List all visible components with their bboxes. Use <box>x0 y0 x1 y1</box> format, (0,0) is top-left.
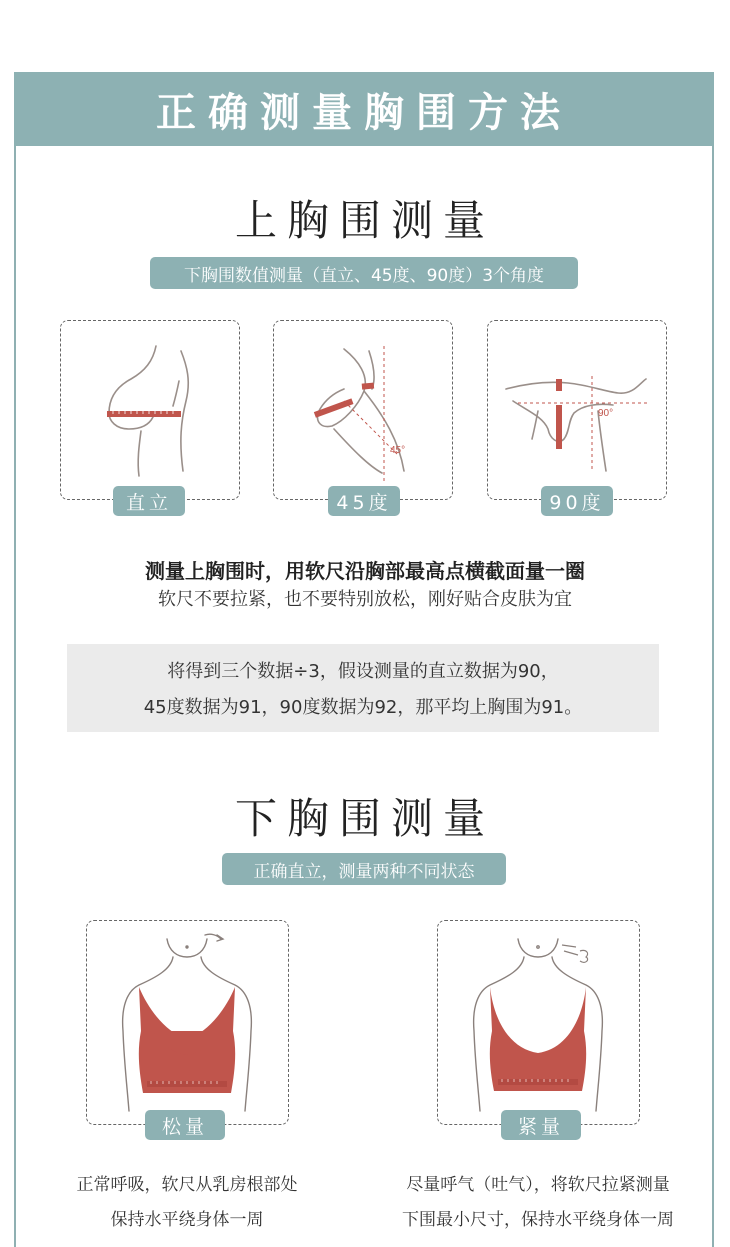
bra-tight-icon <box>438 921 641 1126</box>
relaxed-caption-2: 保持水平绕身体一周 <box>110 1210 264 1230</box>
example-panel <box>67 644 659 732</box>
pose-standing-box <box>60 320 240 500</box>
tight-caption-1: 尽量呼气（吐气），将软尺拉紧测量 <box>406 1175 670 1195</box>
exhale-icon <box>562 945 588 962</box>
state-relaxed-label: 松量 <box>145 1110 225 1140</box>
example-line-2: 45度数据为91，90度数据为92，那平均上胸围为91。 <box>143 697 583 718</box>
pose-45-box <box>273 320 453 500</box>
state-relaxed-box <box>86 920 289 1125</box>
pose-90-box <box>487 320 667 500</box>
torso-45-icon <box>274 321 454 501</box>
angle-45-text: 45° <box>390 445 406 456</box>
page-title: 正确测量胸围方法 <box>14 72 714 146</box>
state-tight-label: 紧量 <box>501 1110 581 1140</box>
torso-standing-icon <box>61 321 241 501</box>
bra-relaxed-icon <box>87 921 290 1126</box>
upper-subtitle: 下胸围数值测量（直立、45度、90度）3个角度 <box>150 257 578 289</box>
torso-90-icon <box>488 321 668 501</box>
pose-45-label: 45度 <box>328 486 400 516</box>
state-tight-box <box>437 920 640 1125</box>
lower-subtitle: 正确直立，测量两种不同状态 <box>222 853 506 885</box>
upper-instruction: 测量上胸围时，用软尺沿胸部最高点横截面量一圈 <box>145 559 585 583</box>
pose-standing-label: 直立 <box>113 486 185 516</box>
relaxed-caption-1: 正常呼吸，软尺从乳房根部处 <box>76 1175 298 1195</box>
angle-90-text: 90° <box>598 408 614 419</box>
lower-section-title: 下胸围测量 <box>234 794 495 843</box>
example-line-1: 将得到三个数据÷3，假设测量的直立数据为90， <box>167 661 559 682</box>
upper-section-title: 上胸围测量 <box>234 196 495 245</box>
pose-90-label: 90度 <box>541 486 613 516</box>
tight-caption-2: 下围最小尺寸，保持水平绕身体一周 <box>402 1210 674 1230</box>
upper-instruction-note: 软尺不要拉紧，也不要特别放松，刚好贴合皮肤为宜 <box>158 589 572 610</box>
